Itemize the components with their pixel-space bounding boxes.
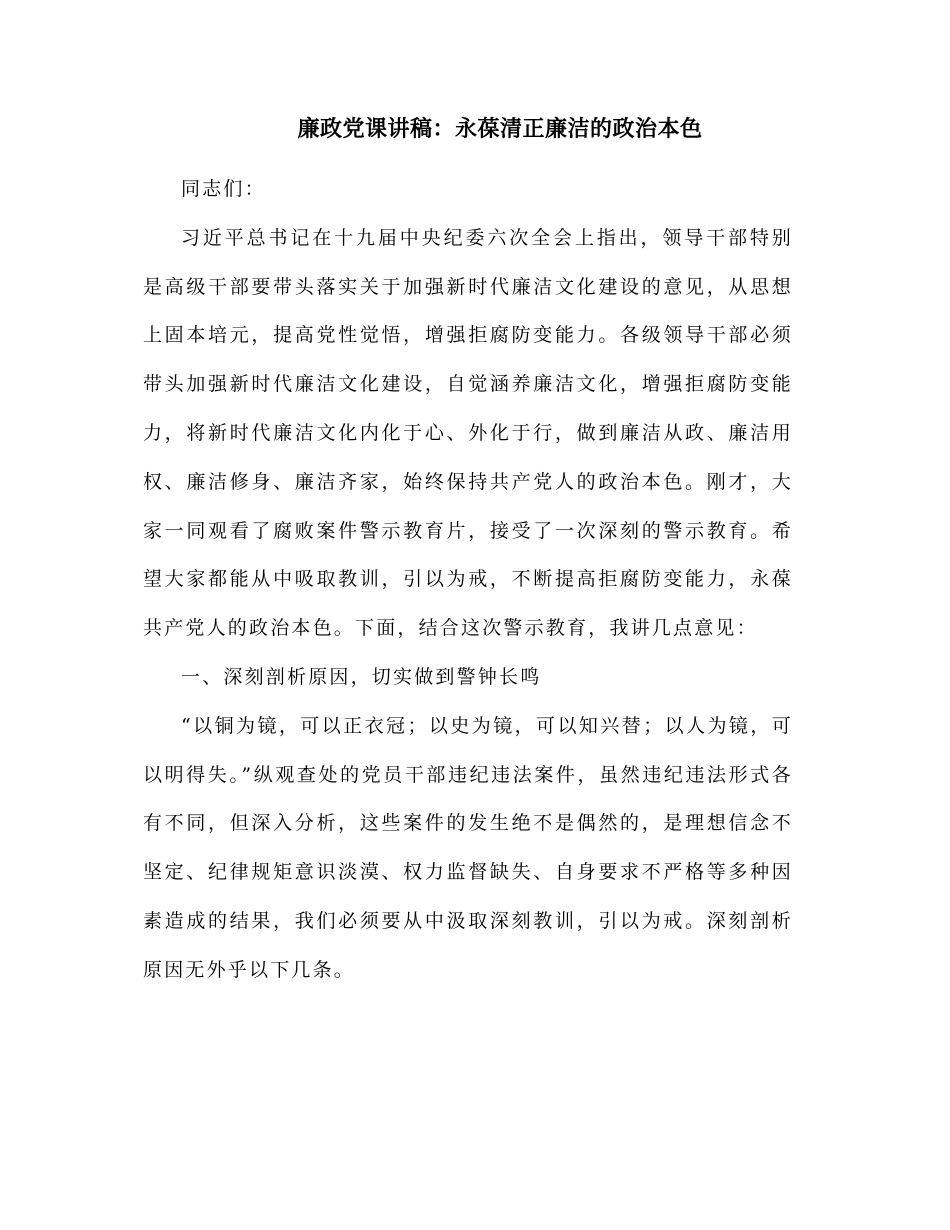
greeting-line: 同志们： <box>181 178 266 200</box>
document-title: 廉政党课讲稿：永葆清正廉洁的政治本色 <box>297 116 703 142</box>
document-body <box>143 165 793 995</box>
paragraph-section-1: “以铜为镜，可以正衣冠；以史为镜，可以知兴替；以人为镜，可以明得失。”纵观查处的党员干部违纪违法案件，虽然违纪违法形式各有不同，但深入分析，这些案件的发生绝不是偶然的，是理想信念不坚定、纪律规矩意识淡漠、权力监督缺失、自身要求不严格等多种因素造成的结果，我们必须要从中汲取深刻教训，引以为戒。深刻剖析原因无外乎以下几条。 <box>143 714 793 981</box>
paragraph-intro: 习近平总书记在十九届中央纪委六次全会上指出，领导干部特别是高级干部要带头落实关于加强新时代廉洁文化建设的意见，从思想上固本培元，提高党性觉悟，增强拒腐防变能力。各级领导干部必须带头加强新时代廉洁文化建设，自觉涵养廉洁文化，增强拒腐防变能力，将新时代廉洁文化内化于心、外化于行，做到廉洁从政、廉洁用权、廉洁修身、廉洁齐家，始终保持共产党人的政治本色。刚才，大家一同观看了腐败案件警示教育片，接受了一次深刻的警示教育。希望大家都能从中吸取教训，引以为戒，不断提高拒腐防变能力，永葆共产党人的政治本色。下面，结合这次警示教育，我讲几点意见： <box>143 226 793 640</box>
section-heading-1: 一、深刻剖析原因，切实做到警钟长鸣 <box>181 665 542 688</box>
